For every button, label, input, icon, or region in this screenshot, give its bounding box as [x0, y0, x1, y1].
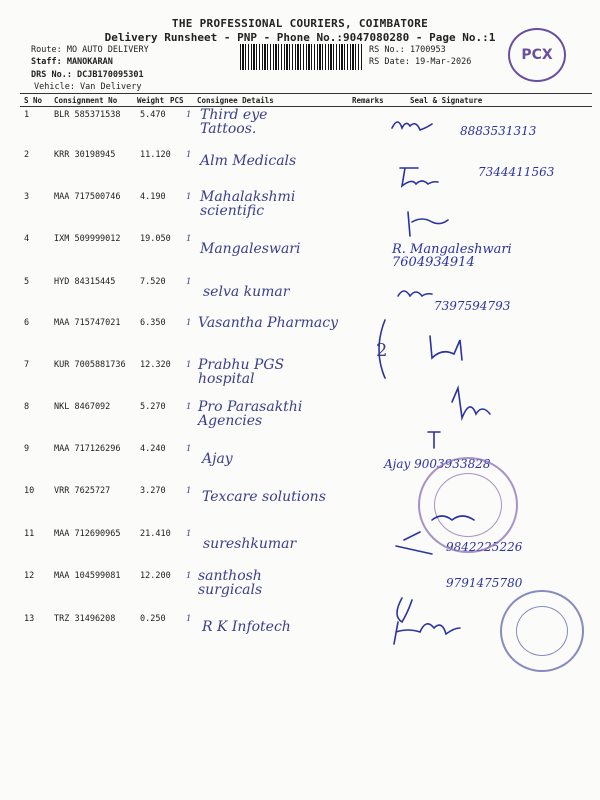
rs-number: RS No.: 1700953 — [369, 45, 446, 55]
row-sno: 10 — [24, 486, 35, 496]
row-sno: 13 — [24, 614, 35, 624]
row-sno: 4 — [24, 234, 30, 244]
row-consignee: R K Infotech — [202, 619, 291, 635]
row-consignee: Ajay — [202, 451, 233, 467]
row-weight: 11.120 — [140, 150, 171, 160]
row-pcs: 1 — [186, 444, 192, 454]
document-title: THE PROFESSIONAL COURIERS, COIMBATORE — [171, 17, 429, 30]
row-consignment-no: MAA 715747021 — [54, 318, 121, 328]
row-consignment-no: MAA 717126296 — [54, 444, 121, 454]
row-sno: 2 — [24, 150, 30, 160]
row-pcs: 1 — [186, 402, 192, 412]
row-sno: 11 — [24, 529, 35, 539]
row-consignee: Texcare solutions — [202, 489, 326, 505]
row-weight: 5.470 — [140, 110, 166, 120]
row-pcs: 1 — [186, 360, 192, 370]
row-pcs: 1 — [186, 277, 192, 287]
signature-10 — [432, 516, 474, 520]
col-pcs: PCS — [170, 96, 184, 105]
remarks-mark: 2 — [376, 340, 388, 361]
signature-3 — [408, 212, 448, 236]
row-consignee: Mahalakshmi scientific — [200, 189, 296, 219]
row-sno: 9 — [24, 444, 30, 454]
row-weight: 5.270 — [140, 402, 166, 412]
row-weight: 6.350 — [140, 318, 166, 328]
row-weight: 21.410 — [140, 529, 171, 539]
route-label: Route: MO AUTO DELIVERY — [31, 45, 149, 55]
signature-7 — [379, 320, 385, 378]
row-consignment-no: MAA 717500746 — [54, 192, 121, 202]
staff-label: Staff: MANOKARAN — [31, 57, 113, 67]
row-pcs: 1 — [186, 234, 192, 244]
col-seal-signature: Seal & Signature — [410, 96, 483, 105]
row-consignee: Vasantha Pharmacy — [198, 315, 339, 331]
signature-2 — [400, 168, 438, 186]
col-weight: Weight — [137, 96, 165, 105]
row-weight: 12.200 — [140, 571, 171, 581]
row-consignment-no: MAA 712690965 — [54, 529, 121, 539]
row-pcs: 1 — [186, 110, 192, 120]
row-sno: 1 — [24, 110, 30, 120]
col-sno: S No — [24, 96, 43, 105]
signature-8 — [428, 388, 490, 448]
row-signature: Ajay 9003933828 — [384, 457, 491, 471]
col-consignment: Consignment No — [54, 96, 118, 105]
vehicle-label: Vehicle: Van Delivery — [34, 82, 142, 92]
row-consignment-no: HYD 84315445 — [54, 277, 116, 287]
row-consignment-no: KUR 7005881736 — [54, 360, 126, 370]
row-pcs: 1 — [186, 486, 192, 496]
row-weight: 4.190 — [140, 192, 166, 202]
document-subtitle: Delivery Runsheet - PNP - Phone No.:9047080280 - Page No.:1 — [104, 31, 496, 44]
signature-5 — [398, 291, 432, 296]
row-consignee: Mangaleswari — [200, 241, 301, 257]
row-sno: 8 — [24, 402, 30, 412]
row-signature: 9791475780 — [446, 576, 523, 590]
row-sno: 7 — [24, 360, 30, 370]
col-remarks: Remarks — [352, 96, 384, 105]
row-sno: 6 — [24, 318, 30, 328]
row-sno: 12 — [24, 571, 35, 581]
row-consignment-no: MAA 104599081 — [54, 571, 121, 581]
row-signature: 9842225226 — [446, 540, 523, 554]
signature-11 — [396, 532, 432, 554]
rs-date: RS Date: 19-Mar-2026 — [369, 57, 472, 67]
row-consignment-no: NKL 8467092 — [54, 402, 111, 412]
row-weight: 19.050 — [140, 234, 171, 244]
row-weight: 0.250 — [140, 614, 166, 624]
row-consignee: Third eye Tattoos. — [200, 107, 268, 137]
row-pcs: 1 — [186, 529, 192, 539]
row-consignee: Pro Parasakthi Agencies — [198, 399, 303, 429]
col-consignee: Consignee Details — [197, 96, 274, 105]
drs-label: DRS No.: DCJB170095301 — [31, 70, 144, 80]
row-consignment-no: KRR 30198945 — [54, 150, 116, 160]
row-weight: 7.520 — [140, 277, 166, 287]
signature-1 — [392, 122, 432, 130]
row-pcs: 1 — [186, 150, 192, 160]
row-sno: 3 — [24, 192, 30, 202]
row-pcs: 1 — [186, 614, 192, 624]
row-signature: R. Mangaleshwari 7604934914 — [392, 242, 512, 270]
pcx-stamp: PCX — [508, 28, 566, 82]
row-consignment-no: TRZ 31496208 — [54, 614, 116, 624]
row-consignment-no: IXM 509999012 — [54, 234, 121, 244]
row-sno: 5 — [24, 277, 30, 287]
row-consignment-no: BLR 585371538 — [54, 110, 121, 120]
row-consignee: santhosh surgicals — [198, 568, 263, 598]
row-signature: 8883531313 — [460, 124, 537, 138]
signature-6 — [430, 336, 462, 360]
row-weight: 3.270 — [140, 486, 166, 496]
row-consignee: Prabhu PGS hospital — [198, 357, 285, 387]
row-consignee: selva kumar — [203, 284, 290, 300]
signature-12 — [397, 598, 412, 622]
row-weight: 4.240 — [140, 444, 166, 454]
row-consignee: sureshkumar — [203, 536, 297, 552]
row-weight: 12.320 — [140, 360, 171, 370]
signature-13 — [394, 622, 460, 644]
row-pcs: 1 — [186, 318, 192, 328]
row-pcs: 1 — [186, 192, 192, 202]
row-consignee: Alm Medicals — [200, 153, 297, 169]
row-consignment-no: VRR 7625727 — [54, 486, 111, 496]
row-signature: 7344411563 — [478, 165, 555, 179]
row-signature: 7397594793 — [434, 299, 511, 313]
row-pcs: 1 — [186, 571, 192, 581]
